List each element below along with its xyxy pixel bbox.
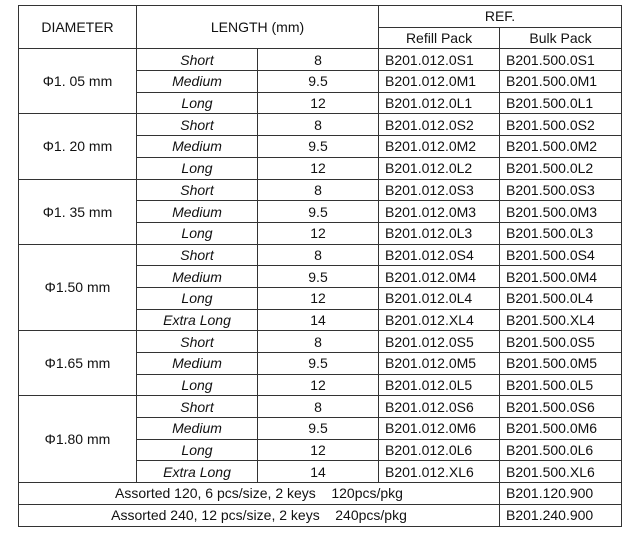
bulk-ref-cell: B201.500.0M6 [500,418,622,440]
size-cell: Extra Long [137,461,258,483]
size-cell: Long [137,374,258,396]
refill-pack-header: Refill Pack [379,27,500,49]
refill-ref-cell: B201.012.0S4 [379,244,500,266]
table-row [19,244,622,266]
refill-ref-cell: B201.012.0S1 [379,49,500,71]
length-cell: 8 [258,179,379,201]
length-header: LENGTH (mm) [137,6,379,49]
assorted-row [19,483,622,505]
size-cell: Short [137,49,258,71]
size-cell: Short [137,396,258,418]
diameter-cell: Φ1.80 mm [19,396,137,483]
length-cell: 9.5 [258,418,379,440]
diameter-cell: Φ1. 05 mm [19,49,137,114]
length-cell: 8 [258,114,379,136]
size-cell: Extra Long [137,309,258,331]
length-cell: 12 [258,374,379,396]
bulk-ref-cell: B201.500.0M1 [500,71,622,93]
table-row [19,114,622,136]
refill-ref-cell: B201.012.0S5 [379,331,500,353]
length-cell: 12 [258,92,379,114]
refill-ref-cell: B201.012.0S2 [379,114,500,136]
size-cell: Short [137,114,258,136]
length-cell: 8 [258,244,379,266]
refill-ref-cell: B201.012.0L2 [379,157,500,179]
length-cell: 14 [258,461,379,483]
diameter-cell: Φ1. 20 mm [19,114,137,179]
refill-ref-cell: B201.012.0M1 [379,71,500,93]
size-cell: Long [137,439,258,461]
product-spec-table [18,5,622,527]
length-cell: 8 [258,331,379,353]
bulk-ref-cell: B201.500.0S1 [500,49,622,71]
size-cell: Medium [137,353,258,375]
table-row [19,179,622,201]
bulk-ref-cell: B201.500.0M2 [500,136,622,158]
size-cell: Medium [137,266,258,288]
size-cell: Medium [137,71,258,93]
table-row [19,396,622,418]
length-cell: 9.5 [258,201,379,223]
assorted-label-cell: Assorted 120, 6 pcs/size, 2 keys 120pcs/pkg [19,483,500,505]
assorted-ref-cell: B201.240.900 [500,504,622,526]
bulk-ref-cell: B201.500.0S3 [500,179,622,201]
bulk-ref-cell: B201.500.0S6 [500,396,622,418]
length-cell: 14 [258,309,379,331]
bulk-ref-cell: B201.500.0M4 [500,266,622,288]
assorted-ref-cell: B201.120.900 [500,483,622,505]
size-cell: Medium [137,136,258,158]
bulk-ref-cell: B201.500.0S2 [500,114,622,136]
bulk-ref-cell: B201.500.0M3 [500,201,622,223]
length-cell: 9.5 [258,71,379,93]
table-body [19,49,622,526]
size-cell: Short [137,179,258,201]
bulk-ref-cell: B201.500.0S4 [500,244,622,266]
size-cell: Medium [137,418,258,440]
size-cell: Short [137,244,258,266]
ref-header: REF. [379,6,622,28]
length-cell: 8 [258,49,379,71]
refill-ref-cell: B201.012.XL4 [379,309,500,331]
refill-ref-cell: B201.012.0M6 [379,418,500,440]
length-cell: 8 [258,396,379,418]
refill-ref-cell: B201.012.0L3 [379,222,500,244]
refill-ref-cell: B201.012.0L6 [379,439,500,461]
length-cell: 9.5 [258,266,379,288]
refill-ref-cell: B201.012.0L5 [379,374,500,396]
bulk-ref-cell: B201.500.0L2 [500,157,622,179]
bulk-ref-cell: B201.500.XL4 [500,309,622,331]
diameter-header: DIAMETER [19,6,137,49]
table-row [19,49,622,71]
diameter-cell: Φ1.65 mm [19,331,137,396]
refill-ref-cell: B201.012.0L1 [379,92,500,114]
assorted-label-cell: Assorted 240, 12 pcs/size, 2 keys 240pcs/pkg [19,504,500,526]
length-cell: 12 [258,287,379,309]
refill-ref-cell: B201.012.XL6 [379,461,500,483]
bulk-ref-cell: B201.500.0L6 [500,439,622,461]
length-cell: 9.5 [258,136,379,158]
size-cell: Long [137,287,258,309]
assorted-row [19,504,622,526]
bulk-ref-cell: B201.500.0M5 [500,353,622,375]
size-cell: Long [137,92,258,114]
bulk-ref-cell: B201.500.XL6 [500,461,622,483]
refill-ref-cell: B201.012.0M5 [379,353,500,375]
refill-ref-cell: B201.012.0S6 [379,396,500,418]
bulk-ref-cell: B201.500.0S5 [500,331,622,353]
refill-ref-cell: B201.012.0M3 [379,201,500,223]
refill-ref-cell: B201.012.0M4 [379,266,500,288]
length-cell: 12 [258,222,379,244]
length-cell: 12 [258,439,379,461]
bulk-ref-cell: B201.500.0L1 [500,92,622,114]
size-cell: Short [137,331,258,353]
table-row [19,331,622,353]
refill-ref-cell: B201.012.0L4 [379,287,500,309]
bulk-ref-cell: B201.500.0L3 [500,222,622,244]
refill-ref-cell: B201.012.0S3 [379,179,500,201]
refill-ref-cell: B201.012.0M2 [379,136,500,158]
length-cell: 12 [258,157,379,179]
bulk-pack-header: Bulk Pack [500,27,622,49]
size-cell: Long [137,222,258,244]
size-cell: Medium [137,201,258,223]
bulk-ref-cell: B201.500.0L4 [500,287,622,309]
length-cell: 9.5 [258,353,379,375]
diameter-cell: Φ1.50 mm [19,244,137,331]
bulk-ref-cell: B201.500.0L5 [500,374,622,396]
size-cell: Long [137,157,258,179]
diameter-cell: Φ1. 35 mm [19,179,137,244]
